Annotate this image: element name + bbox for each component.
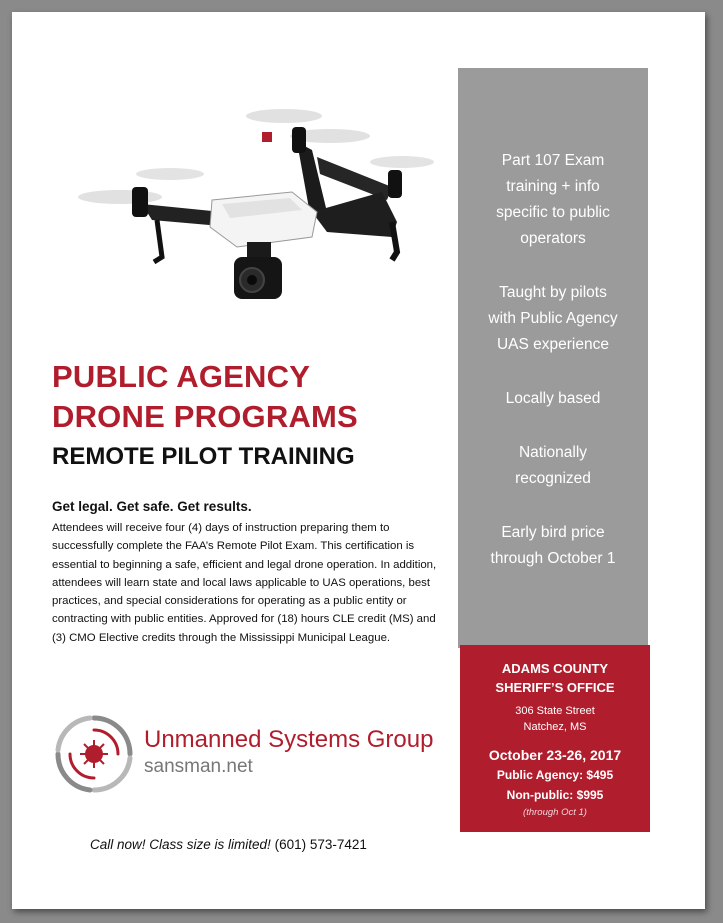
feature-line: Locally based <box>505 390 601 407</box>
event-address <box>460 703 650 735</box>
feature-line: Part 107 Exam <box>501 152 605 169</box>
feature-line: training + info <box>506 178 600 195</box>
feature-line: Taught by pilots <box>499 284 607 301</box>
price-note: (through Oct 1) <box>523 807 587 818</box>
phone-number: (601) 573-7421 <box>274 837 367 852</box>
feature-line: through October 1 <box>490 550 616 567</box>
feature-line: specific to public <box>496 204 610 221</box>
event-details-box <box>460 645 650 832</box>
call-to-action <box>90 837 367 852</box>
feature-item-national <box>458 440 648 492</box>
host-line-2: SHERIFF’S OFFICE <box>495 680 615 695</box>
address-city: Natchez, MS <box>523 721 587 733</box>
description-paragraph: Attendees will receive four (4) days of instruction preparing them to successfully complete the FAA’s Remote Pilot Exam. This certification is essential to beginning a safe, efficient and legal drone operation. In addition, attendees will learn state and local laws applicable to UAS operations, best practices, and special considerations for operating as a public entity or contracting with public entities. Approved for (18) hours CLE credit (MS) and (3) CMO Elective credits through the Mississippi Municipal League. <box>52 522 437 644</box>
logo-company-name: Unmanned Systems Group <box>144 726 434 753</box>
price-nonpublic: Non-public: $995 <box>506 788 604 802</box>
feature-line: UAS experience <box>496 336 609 353</box>
price-public: Public Agency: $495 <box>496 768 614 782</box>
headline-subtitle: REMOTE PILOT TRAINING <box>52 443 355 470</box>
call-lead-text: Call now! Class size is limited! <box>90 837 271 852</box>
feature-line: Nationally <box>518 444 588 461</box>
feature-item-earlybird <box>458 520 648 572</box>
host-organization <box>460 659 650 697</box>
feature-line: recognized <box>515 470 591 487</box>
feature-item-pilots <box>458 280 648 358</box>
logo-website: sansman.net <box>144 756 253 777</box>
features-sidebar <box>458 68 648 648</box>
headline-line-2: DRONE PROGRAMS <box>52 399 358 434</box>
address-street: 306 State Street <box>515 705 595 717</box>
event-dates: October 23-26, 2017 <box>488 747 622 763</box>
feature-line: Early bird price <box>501 524 605 541</box>
headline-line-1: PUBLIC AGENCY <box>52 359 311 394</box>
company-logo <box>52 712 472 792</box>
feature-item-exam <box>458 148 648 252</box>
feature-line: operators <box>520 230 586 247</box>
drone-image <box>62 92 442 322</box>
feature-item-local <box>458 386 648 412</box>
swirl-logo-icon <box>52 712 136 796</box>
headline <box>52 357 452 473</box>
host-line-1: ADAMS COUNTY <box>501 661 609 676</box>
flyer-page <box>12 12 705 909</box>
feature-line: with Public Agency <box>488 310 618 327</box>
tagline: Get legal. Get safe. Get results. <box>52 499 252 514</box>
